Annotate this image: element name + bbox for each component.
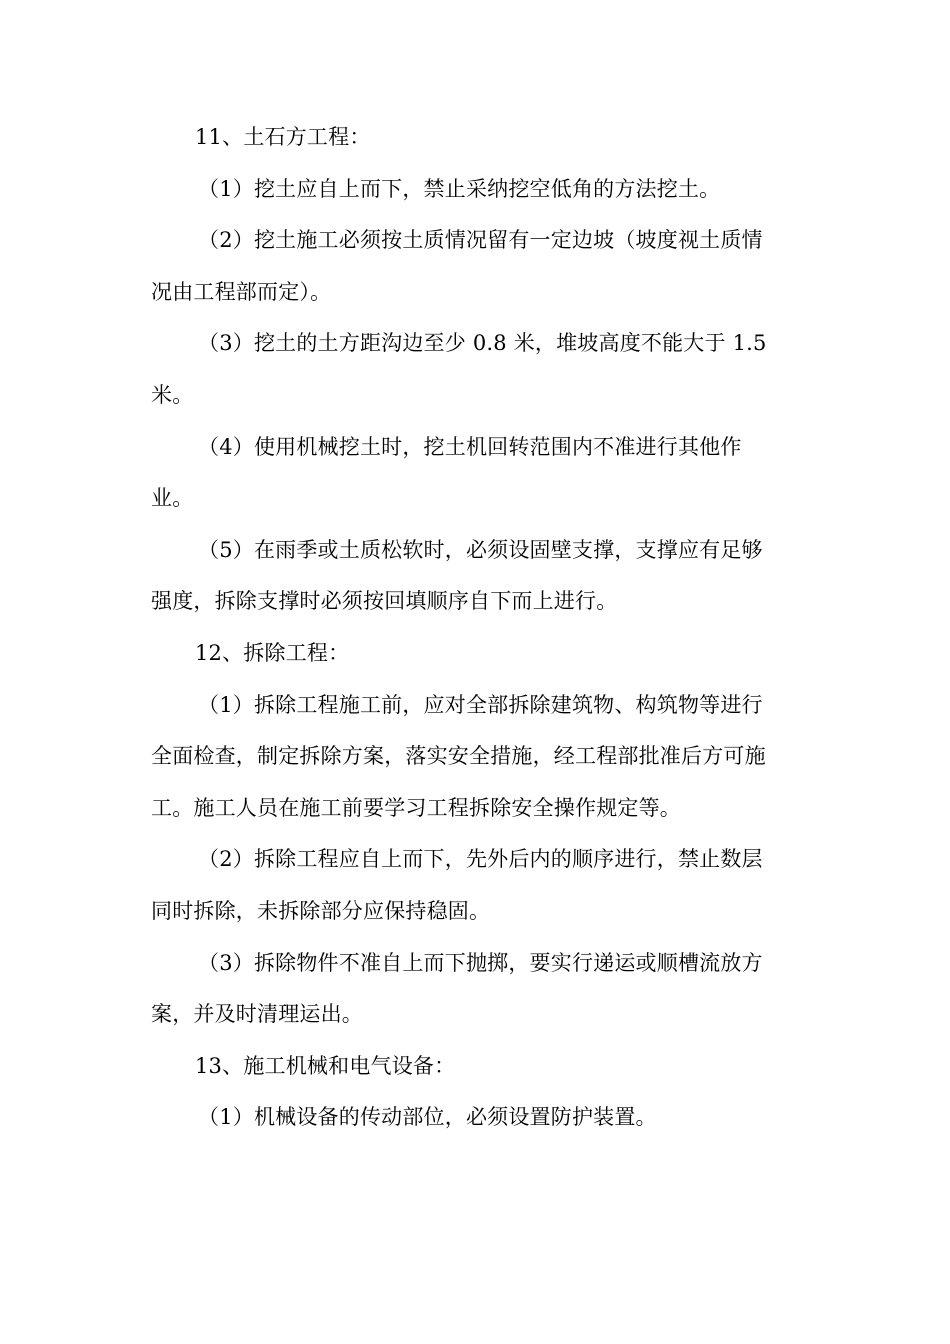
text-line: 案，并及时清理运出。	[151, 1002, 363, 1027]
text-line: 11、土石方工程：	[195, 125, 371, 149]
text-line: 况由工程部而定）。	[151, 279, 332, 304]
paragraph-11-3	[151, 318, 801, 421]
section-heading-11	[151, 112, 801, 164]
text-line: 同时拆除，未拆除部分应保持稳固。	[151, 898, 491, 923]
paragraph-12-2	[151, 834, 801, 937]
text-line: （5）在雨季或土质松软时，必须设固壁支撑，支撑应有足够	[198, 537, 763, 562]
text-line: 13、施工机械和电气设备：	[195, 1053, 456, 1078]
text-line: （4）使用机械挖土时，挖土机回转范围内不准进行其他作	[198, 434, 742, 459]
section-heading-13	[151, 1041, 801, 1093]
paragraph-12-1	[151, 680, 801, 835]
document-body	[151, 112, 801, 1144]
text-line: 业。	[151, 486, 194, 511]
text-line: （3）拆除物件不准自上而下抛掷，要实行递运或顺槽流放方	[198, 950, 763, 975]
paragraph-11-2	[151, 215, 801, 318]
paragraph-11-1	[151, 164, 801, 216]
text-line: （1）拆除工程施工前，应对全部拆除建筑物、构筑物等进行	[198, 692, 763, 717]
text-line: （3）挖土的土方距沟边至少 0.8 米，堆坡高度不能大于 1.5	[198, 331, 767, 356]
paragraph-12-3	[151, 938, 801, 1041]
text-line: （2）挖土施工必须按土质情况留有一定边坡（坡度视土质情	[198, 228, 763, 253]
text-line: 米。	[151, 382, 194, 407]
section-heading-12	[151, 628, 801, 680]
text-line: 全面检查，制定拆除方案，落实安全措施，经工程部批准后方可施	[151, 744, 766, 769]
paragraph-11-5	[151, 525, 801, 628]
text-line: 强度，拆除支撑时必须按回填顺序自下而上进行。	[151, 589, 618, 614]
text-line: 工。施工人员在施工前要学习工程拆除安全操作规定等。	[151, 795, 681, 820]
text-line: （1）机械设备的传动部位，必须设置防护装置。	[198, 1105, 657, 1130]
paragraph-11-4	[151, 422, 801, 525]
paragraph-13-1	[151, 1092, 801, 1144]
text-line: （2）拆除工程应自上而下，先外后内的顺序进行，禁止数层	[198, 847, 763, 872]
text-line: 12、拆除工程：	[195, 640, 350, 665]
text-line: （1）挖土应自上而下，禁止采纳挖空低角的方法挖土。	[198, 176, 721, 201]
